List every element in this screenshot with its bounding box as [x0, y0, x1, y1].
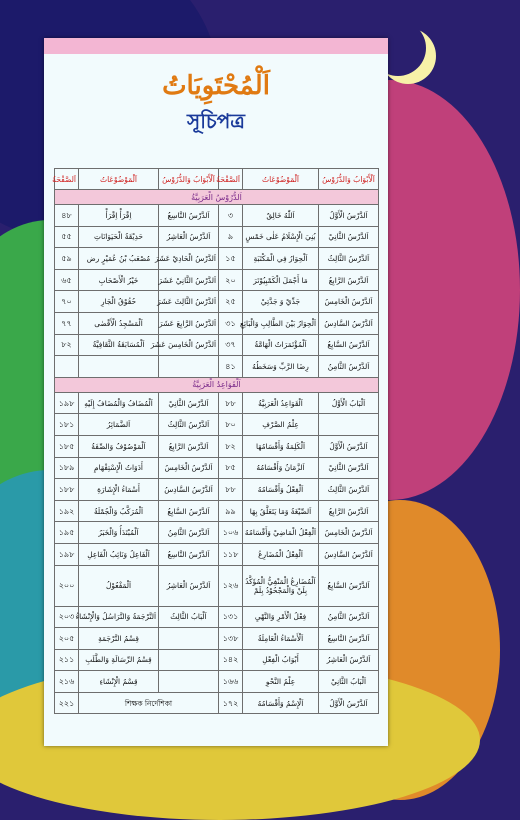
cell: اَلدَّرْسُ السَّابِعُ: [159, 500, 219, 522]
cell: اَلْمُضَارِعُ الْمَنْفِيُّ الْمُؤَكَّدُ بِلَنْ وَالْمَجْحُوْدُ بِلَمْ: [243, 565, 319, 606]
page-number: ২৫: [219, 291, 243, 313]
cell: اَلدَّرْسُ السَّادِسُ: [159, 479, 219, 501]
table-row: [55, 435, 379, 457]
cell: [159, 649, 219, 671]
page-number: ৫৫: [55, 226, 79, 248]
page-subtitle: সূচিপত্র: [187, 109, 245, 133]
cell: اَلدَّرْسُ الثَّانِيْ: [159, 392, 219, 414]
page-number: ১২৬: [219, 565, 243, 606]
cell: اَلدَّرْسُ الْأَوَّلُ: [319, 205, 379, 227]
page-number: ৯: [219, 226, 243, 248]
cell: اَلدَّرْسُ الثَّالِثُ: [159, 414, 219, 436]
cell: اَلدَّرْسُ الْخَامِسُ: [159, 457, 219, 479]
cell: اَللّٰهُ خَالِقٌ: [243, 205, 319, 227]
page-number: ১৫: [219, 248, 243, 270]
cell: عِلْمُ الصَّرْفِ: [243, 414, 319, 436]
cell: اَلدَّرْسُ الثَّالِثُ: [319, 248, 379, 270]
page-number: ১৮৮: [55, 479, 79, 501]
table-header-row: [55, 169, 379, 190]
cell: اَلْمُرَكَّبُ وَالْجُمْلَةُ: [79, 500, 159, 522]
table-row: [55, 671, 379, 693]
page-title: اَلْمُحْتَوِيَاتُ: [162, 71, 270, 101]
page-number: ৩: [219, 205, 243, 227]
header-chapters-2: اَلْأَبْوَابُ وَالدُّرُوْسُ: [159, 169, 219, 190]
cell: اَلْمَسْجِدُ الْأَقْصٰى: [79, 312, 159, 334]
cell: اَلدَّرْسُ السَّابِعُ: [319, 334, 379, 356]
cell: قِسْمُ الْإِنْشَاءِ: [79, 671, 159, 693]
cell: اَلدَّرْسُ السَّادِسُ: [319, 312, 379, 334]
cell: اَلدَّرْسُ التَّاسِعُ: [159, 205, 219, 227]
cell: جَدِّيْ وَ جَدَّتِيْ: [243, 291, 319, 313]
cell: اَلدَّرْسُ الثَّانِيْ عَشَرَ: [159, 269, 219, 291]
cell: اَلدَّرْسُ السَّابِعُ: [319, 565, 379, 606]
page-number: ৮৮: [219, 479, 243, 501]
cell: اَلْمُؤْتَمَرَاتُ الْهَامَّةُ: [243, 334, 319, 356]
page-number: ৯৯: [219, 500, 243, 522]
table-row: [55, 522, 379, 544]
header-page-2: اَلصَّفْحَةُ: [55, 169, 79, 190]
cell: مَا أَجْمَلَ الْكَمْبِيُوْتَرَ: [243, 269, 319, 291]
table-row: [55, 649, 379, 671]
page-number: ৭৭: [55, 312, 79, 334]
cell: اَلْفِعْلُ الْمَاضِيْ وَأَقْسَامُهُ: [243, 522, 319, 544]
cell: اَلدَّرْسُ الرَّابِعَ عَشَرَ: [159, 312, 219, 334]
table-row: [55, 334, 379, 356]
page-number: ২০৩: [55, 606, 79, 628]
page-number: ২১১: [55, 649, 79, 671]
cell: اَلْمُضَافُ وَالْمُضَافُ إِلَيْهِ: [79, 392, 159, 414]
cell: [159, 356, 219, 378]
table-row: [55, 479, 379, 501]
cell: اَلدَّرْسُ الْحَادِيْ عَشَرَ: [159, 248, 219, 270]
cell: حُقُوْقُ الْجَارِ: [79, 291, 159, 313]
cell: اَلدَّرْسُ الثَّامِنُ: [159, 522, 219, 544]
page-number: ৩১: [219, 312, 243, 334]
cell: أَدَوَاتُ الْإِسْتِفْهَامِ: [79, 457, 159, 479]
table-row: [55, 692, 379, 714]
page-number: ৪৮: [55, 205, 79, 227]
table-row: [55, 457, 379, 479]
cell: اَلدَّرْسُ التَّاسِعُ: [319, 628, 379, 650]
cell: رِضَا الرَّبِّ وَسَخَطُهُ: [243, 356, 319, 378]
cell: اِقْرَأْ اِقْرَأْ: [79, 205, 159, 227]
section-arabic-grammar: اَلْقَوَاعِدُ الْعَرَبِيَّةُ: [55, 377, 379, 392]
page-number: ১৯৮: [55, 392, 79, 414]
teacher-guide-label: শিক্ষক নির্দেশিকা: [79, 692, 219, 714]
table-row: [55, 205, 379, 227]
cell: اَلْمَفْعُوْلُ: [79, 565, 159, 606]
cell: اَلتَّرْجَمَةُ وَالتَّرَاسُلُ وَالْإِنْشَاءُ: [79, 606, 159, 628]
table-row: [55, 356, 379, 378]
cell: اَلدَّرْسُ الْعَاشِرُ: [319, 649, 379, 671]
cell: اَلدَّرْسُ الثَّانِيْ: [319, 226, 379, 248]
table-row: [55, 248, 379, 270]
table-row: [55, 628, 379, 650]
table-row: [55, 392, 379, 414]
cell: مُصْعَبُ بْنُ عُمَيْرٍ رض: [79, 248, 159, 270]
cell: اَلْبَابُ الْأَوَّلُ: [319, 392, 379, 414]
section-arabic-lessons: اَلدُّرُوْسُ الْعَرَبِيَّةُ: [55, 190, 379, 205]
cell: اَلدَّرْسُ الْخَامِسَ عَشَرَ: [159, 334, 219, 356]
cell: اَلْحِوَارُ فِي الْمَكْتَبَةِ: [243, 248, 319, 270]
page-number: ১৩৮: [219, 628, 243, 650]
page-number: ২১৬: [55, 671, 79, 693]
page-number: ৪১: [219, 356, 243, 378]
cell: فِعْلُ الْأَمْرِ وَالنَّهْيِ: [243, 606, 319, 628]
page-number: ২০৫: [55, 628, 79, 650]
cell: قِسْمُ الرِّسَالَةِ وَالطَّلَبِ: [79, 649, 159, 671]
page-number: ১০৬: [219, 522, 243, 544]
cell: اَلْفَاعِلُ وَنَائِبُ الْفَاعِلِ: [79, 543, 159, 565]
cell: اَلدَّرْسُ الثَّالِثَ عَشَرَ: [159, 291, 219, 313]
cell: اَلدَّرْسُ التَّاسِعُ: [159, 543, 219, 565]
cell: اَلدَّرْسُ السَّادِسُ: [319, 543, 379, 565]
page-number: ১৮৯: [55, 457, 79, 479]
cell: اَلْحِوَارُ بَيْنَ الطَّالِبِ وَالْبَائِعِ: [243, 312, 319, 334]
page-number: ৮২: [55, 334, 79, 356]
header-topics-1: اَلْمَوْضُوْعَاتُ: [243, 169, 319, 190]
cell: قِسْمُ التَّرْجَمَةِ: [79, 628, 159, 650]
cell: اَلْفِعْلُ الْمُضَارِعُ: [243, 543, 319, 565]
cell: [159, 628, 219, 650]
page-number: ১৮১: [55, 414, 79, 436]
cell: اَلدَّرْسُ الْأَوَّلُ: [319, 435, 379, 457]
header-page-1: اَلصَّفْحَةُ: [219, 169, 243, 190]
page-number: ১৯৮: [55, 543, 79, 565]
cell: اَلدَّرْسُ الْخَامِسُ: [319, 522, 379, 544]
cell: اَلدَّرْسُ الرَّابِعُ: [319, 269, 379, 291]
cell: اَلْمُسَابَقَةُ الثَّقَافِيَّةُ: [79, 334, 159, 356]
table-row: [55, 500, 379, 522]
cell: اَلدَّرْسُ الثَّانِيْ: [319, 457, 379, 479]
cell: أَسْمَاءُ الْإِشَارَةِ: [79, 479, 159, 501]
cell: اَلدَّرْسُ الْعَاشِرُ: [159, 565, 219, 606]
table-row: [55, 543, 379, 565]
cell: اَلْكَلِمَةُ وَأَقْسَامُهَا: [243, 435, 319, 457]
cell: اَلْقَوَاعِدُ الْعَرَبِيَّةُ: [243, 392, 319, 414]
page-number: ১১৮: [219, 543, 243, 565]
cell: اَلضَّمَائِرُ: [79, 414, 159, 436]
section-row: [55, 377, 379, 392]
page-number: ২০০: [55, 565, 79, 606]
header-chapters-1: اَلْأَبْوَابُ وَالدُّرُوْسُ: [319, 169, 379, 190]
cell: اَلدَّرْسُ الثَّامِنُ: [319, 606, 379, 628]
table-row: [55, 312, 379, 334]
cell: اَلدَّرْسُ الْأَوَّلُ: [319, 692, 379, 714]
cell: اَلدَّرْسُ الْخَامِسُ: [319, 291, 379, 313]
cell: اَلدَّرْسُ الثَّالِثُ: [319, 479, 379, 501]
page-number: ১৮৫: [55, 435, 79, 457]
cell: اَلدَّرْسُ الثَّامِنُ: [319, 356, 379, 378]
cell: [79, 356, 159, 378]
cell: اَلْمَوْصُوْفُ وَالصِّفَةُ: [79, 435, 159, 457]
page-number: ১৬৬: [219, 671, 243, 693]
page-number: ৮২: [219, 435, 243, 457]
cell: اَلدَّرْسُ الْعَاشِرُ: [159, 226, 219, 248]
cell: اَلصِّيْغَةُ وَمَا يَتَعَلَّقُ بِهَا: [243, 500, 319, 522]
section-row: [55, 190, 379, 205]
page-number: ৩৭: [219, 334, 243, 356]
header-topics-2: اَلْمَوْضُوْعَاتُ: [79, 169, 159, 190]
cell: اَلدَّرْسُ الرَّابِعُ: [319, 500, 379, 522]
cell: اَلْمُبْتَدَأُ وَالْخَبَرُ: [79, 522, 159, 544]
page-number: ১৩১: [219, 606, 243, 628]
page-number: ১৪২: [219, 649, 243, 671]
table-row: [55, 226, 379, 248]
cell: [319, 414, 379, 436]
cell: حَدِيْقَةُ الْحَيَوَانَاتِ: [79, 226, 159, 248]
page-number: ১৯২: [55, 500, 79, 522]
table-row: [55, 606, 379, 628]
cell: أَبْوَابُ الْفِعْلِ: [243, 649, 319, 671]
table-row: [55, 565, 379, 606]
page-number: ১৭২: [219, 692, 243, 714]
cell: بُنِيَ الْإِسْلَامُ عَلٰى خَمْسٍ: [243, 226, 319, 248]
table-row: [55, 269, 379, 291]
page-number: [55, 356, 79, 378]
page-number: ৬৫: [55, 269, 79, 291]
table-row: [55, 291, 379, 313]
cell: عِلْمُ النَّحْوِ: [243, 671, 319, 693]
cell: اَلْفِعْلُ وَأَقْسَامُهُ: [243, 479, 319, 501]
cell: اَلْبَابُ الثَّانِيْ: [319, 671, 379, 693]
cell: خَيْرُ الْأَصْحَابِ: [79, 269, 159, 291]
cell: [159, 671, 219, 693]
page-top-bar: [44, 38, 388, 54]
cell: اَلْأَسْمَاءُ الْعَامِلَةُ: [243, 628, 319, 650]
content-page: [44, 38, 388, 746]
page-number: ৭০: [55, 291, 79, 313]
cell: اَلْبَابُ الثَّالِثُ: [159, 606, 219, 628]
cell: اَلدَّرْسُ الرَّابِعُ: [159, 435, 219, 457]
page-number: ৮০: [219, 414, 243, 436]
table-row: [55, 414, 379, 436]
page-number: ৮৫: [219, 457, 243, 479]
page-number: ২০: [219, 269, 243, 291]
contents-table: [54, 168, 379, 714]
page-number: ১৯৫: [55, 522, 79, 544]
cell: اَلزَّمَانُ وَأَقْسَامُهُ: [243, 457, 319, 479]
page-number: ৫৯: [55, 248, 79, 270]
cell: اَلْإِسْمُ وَأَقْسَامُهُ: [243, 692, 319, 714]
page-number: ২২১: [55, 692, 79, 714]
page-number: ৮৮: [219, 392, 243, 414]
